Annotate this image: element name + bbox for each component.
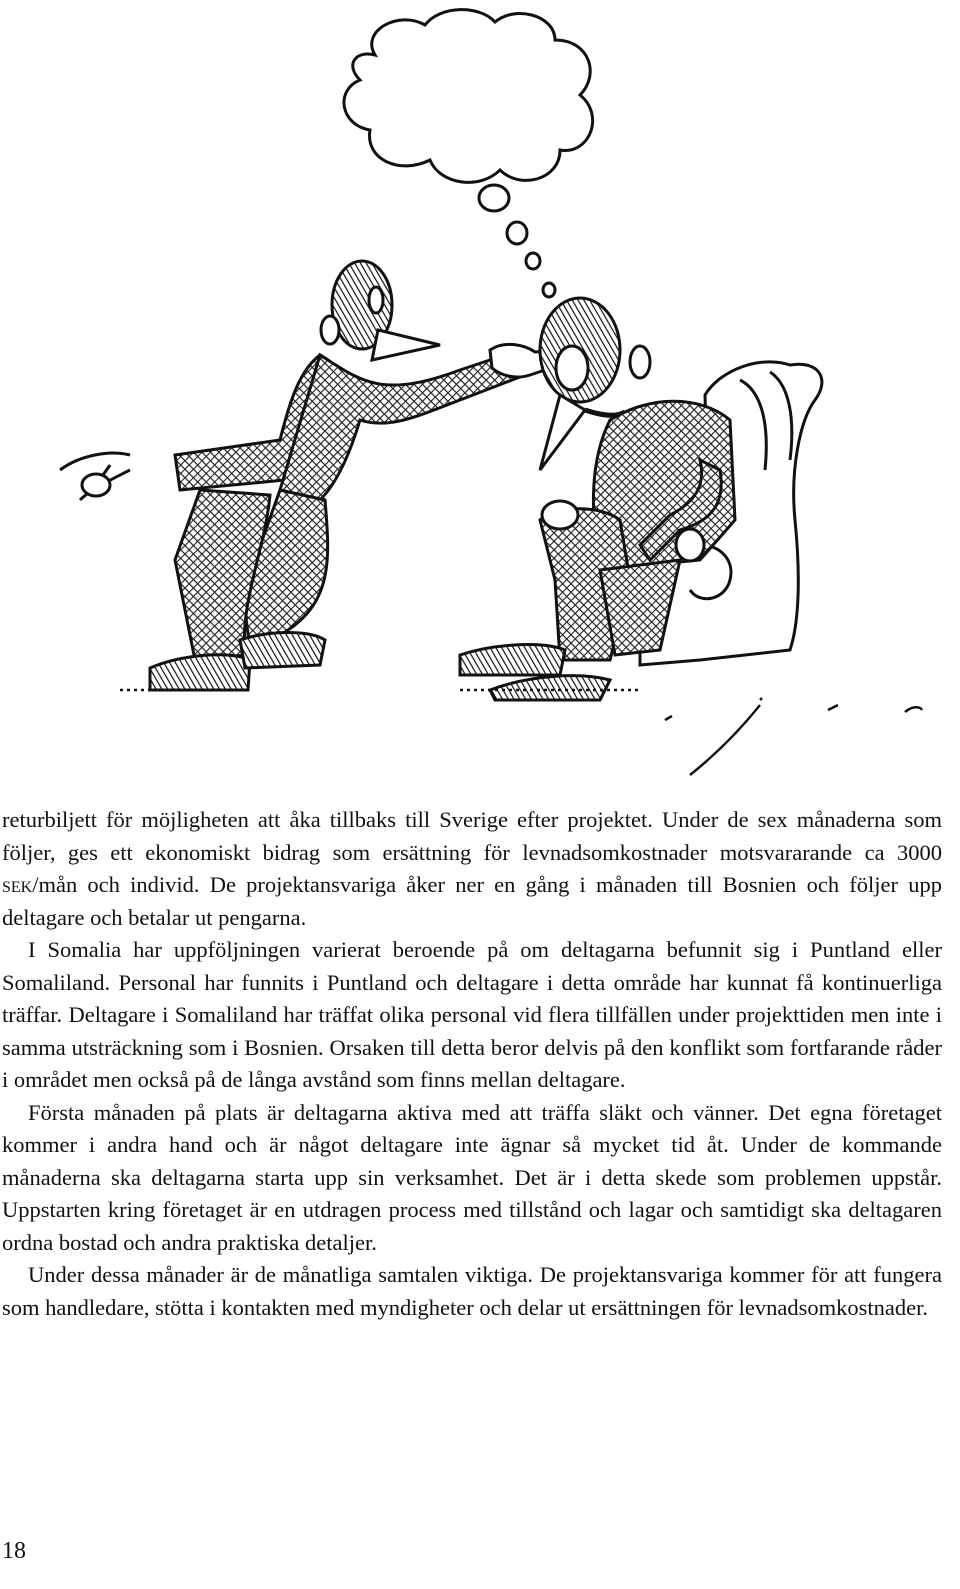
page-number: 18 (2, 1538, 26, 1564)
paragraph-1-text-b: /mån och individ. De projektansvariga åker ner en gång i månaden till Bosnien och följer upp deltagare och betalar ut pengarna. (2, 872, 942, 930)
paragraph-4: Under dessa månader är de månatliga samtalen viktiga. De projektansvariga kommer för att fungera som handledare, stötta i kontakten med myndigheter och delar ut ersättningen för levnadsomkostnader. (2, 1262, 942, 1320)
cartoon-illustration (0, 0, 960, 790)
thought-cloud (344, 10, 593, 297)
currency-sek: sek (2, 872, 33, 897)
paragraph-1-text-a: returbiljett för möjligheten att åka tillbaks till Sverige efter projektet. Under de sex månaderna som följer, ges ett ekonomiskt bidrag som ersättning för levnadsomkostnader motsvararande ca 3000 (2, 807, 942, 865)
paragraph-1 (2, 804, 942, 934)
standing-man (60, 261, 560, 690)
floor-marks (120, 690, 922, 775)
paragraph-2: I Somalia har uppföljningen varierat beroende på om deltagarna befunnit sig i Puntland eller Somaliland. Personal har funnits i Puntland och deltagare i detta område har kunnat få kontinuerliga träffar. Deltagare i Somaliland har träffat olika personal vid flera tillfällen under projekttiden men inte i samma utsträckning som i Bosnien. Orsaken till detta beror delvis på den konflikt som fortfarande råder i området men också på de långa avstånd som finns mellan deltagare. (2, 937, 942, 1092)
paragraph-3: Första månaden på plats är deltagarna aktiva med att träffa släkt och vänner. Det egna företaget kommer i andra hand och är något deltagare inte ägnar så mycket tid åt. Under de kommande månaderna ska deltagarna starta upp sin verksamhet. Det är i detta skede som problemen uppstår. Uppstarten kring företaget är en utdragen process med tillstånd och lagar och samtidigt ska deltagaren ordna bostad och andra praktiska detaljer. (2, 1099, 942, 1255)
body-text (2, 804, 942, 1324)
